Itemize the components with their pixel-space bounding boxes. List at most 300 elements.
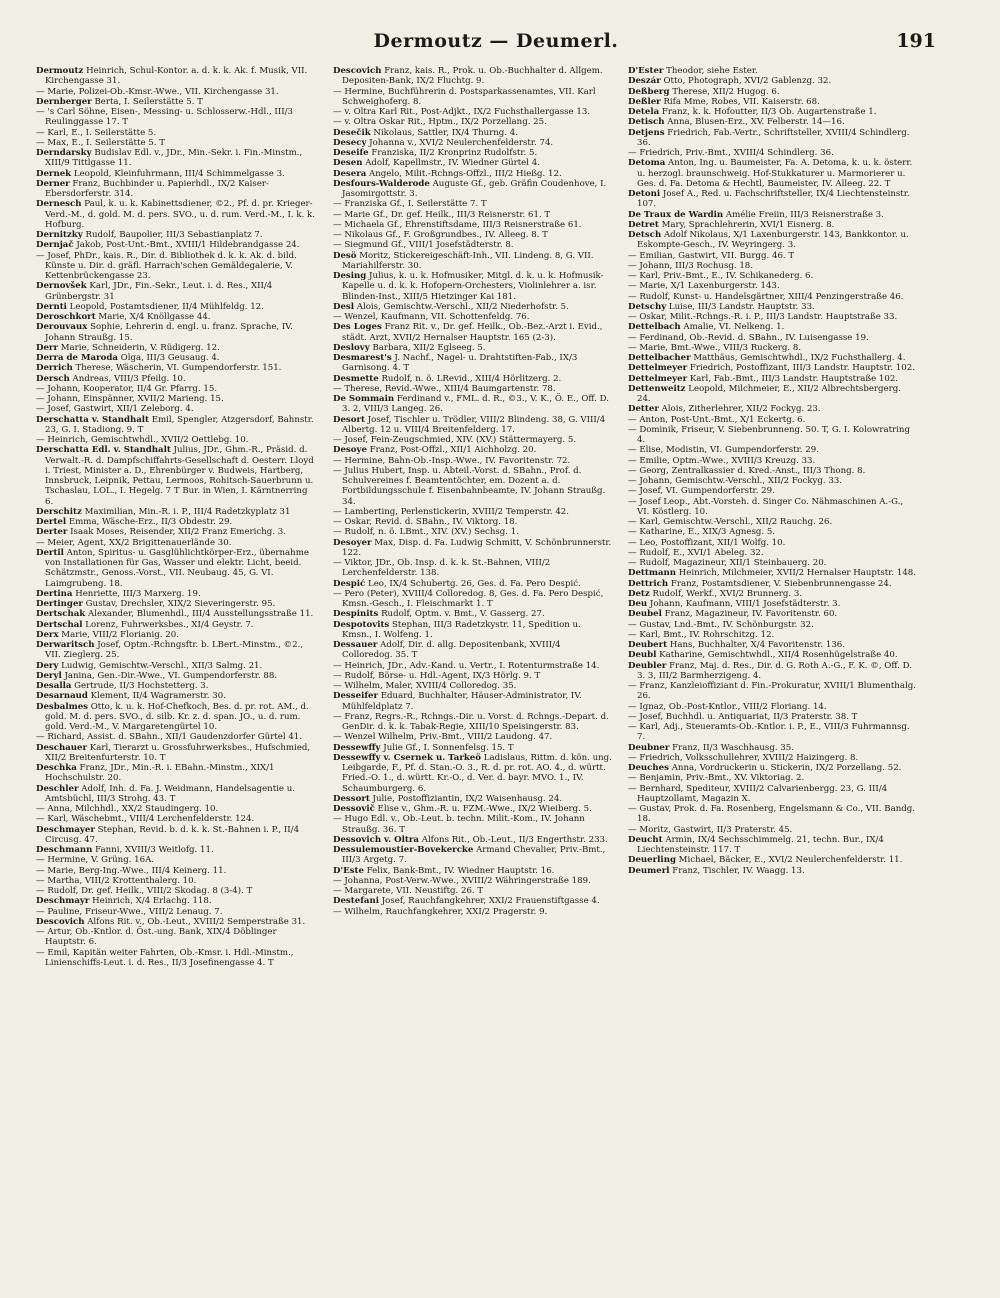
directory-entry: [333, 271, 613, 302]
entry-text: Heinrich, X/4 Erlachg. 118.: [89, 896, 212, 907]
directory-entry: [36, 251, 318, 282]
entry-text: Josef, Tischler u. Trödler, VIII/2 Blindeng. 38, G. VIII/4 Albertg. 12 u. VIII/4 Breitenfelderg. 17.: [342, 414, 606, 435]
entry-name: Detret: [628, 219, 659, 230]
directory-entry: [628, 702, 916, 712]
entry-text: Josef, Rauchfangkehrer, XXI/2 Frauenstiftgasse 4.: [378, 896, 600, 907]
entry-text: — Leo, Postoffizant, XII/1 Wolfg. 10.: [628, 537, 786, 548]
directory-entry: [36, 179, 318, 200]
entry-name: D'Este: [333, 865, 364, 876]
entry-name: Desera: [333, 168, 367, 179]
entry-text: — Johann, Kooperator, II/4 Gr. Pfarrg. 15.: [36, 383, 218, 394]
directory-entry: [333, 814, 613, 835]
entry-text: Adolf, Dir. d. allg. Depositenbank, XVIII/4 Colloredog. 35. T: [342, 640, 561, 661]
entry-text: — Richard, Assist. d. SBahn., XII/1 Gaudenzdorfer Gürtel 41.: [36, 732, 303, 743]
directory-entry: [333, 158, 613, 168]
entry-text: Leo, IX/4 Schubertg. 26, Ges. d. Fa. Pero Despić.: [365, 578, 581, 589]
directory-column-1: [36, 66, 318, 1266]
entry-text: — Josef, PhDr., kais. R., Dir. d. Bibliothek d. k. k. Ak. d. bild. Künste u. Dir. d. gräfl. Harrach'schen Gemäldegalerie, V. Kettenbrückengasse 23.: [36, 250, 297, 281]
directory-entry: [628, 650, 916, 660]
entry-text: Fanni, XVIII/3 Weitlofg. 11.: [92, 845, 214, 855]
entry-name: Dermoutz: [36, 66, 84, 76]
directory-entry: [36, 671, 318, 681]
entry-text: — Franz, Regrs.-R., Rchngs.-Dir. u. Vorst. d. Rchngs.-Depart. d. GenDir. d. k. k. Tabak-Regie, XIII/10 Speisingerstr. 83.: [333, 711, 609, 732]
entry-name: Despinits: [333, 609, 379, 620]
entry-name: Dettelbach: [628, 322, 681, 333]
entry-text: — Marie, Bmt.-Wwe., VIII/3 Ruckerg. 8.: [628, 342, 802, 353]
entry-text: — Gustav, Lnd.-Bmt., IV. Schönburgstr. 32.: [628, 619, 814, 630]
entry-name: Deryl: [36, 670, 62, 681]
entry-name: Deseife: [333, 148, 369, 158]
entry-text: — Dominik, Friseur, V. Siebenbrunneng. 50. T, G. I. Kolowratring 4.: [628, 424, 910, 445]
directory-entry: [333, 620, 613, 641]
directory-entry: [628, 76, 916, 86]
entry-name: Desecy: [333, 137, 367, 148]
directory-entry: [333, 712, 613, 733]
entry-text: — Viktor, JDr., Ob. Insp. d. k. k. St.-Bahnen, VIII/2 Lerchenfelderstr. 138.: [333, 558, 551, 579]
directory-entry: [36, 66, 318, 87]
directory-entry: [628, 661, 916, 682]
entry-name: Derschitz: [36, 506, 82, 517]
entry-text: — Hermine, Bahn-Ob.-Insp.-Wwe., IV. Favoritenstr. 72.: [333, 455, 571, 466]
directory-entry: [628, 404, 916, 414]
entry-text: — Heinrich, Gemischtwhdl., XVII/2 Oettlebg. 10.: [36, 435, 249, 445]
entry-name: Deßberg: [628, 86, 670, 97]
directory-entry: [628, 753, 916, 763]
entry-name: Deuerling: [628, 855, 676, 866]
entry-text: Franz, Postamtsdiener, V. Siebenbrunnengasse 24.: [668, 578, 892, 589]
entry-name: Detschy: [628, 301, 667, 312]
directory-entry: [36, 281, 318, 302]
directory-entry: [36, 927, 318, 948]
entry-text: Adolf Nikolaus, X/1 Laxenburgerstr. 143, Bankkontor. u. Eskompte-Gesch., IV. Weyringerg. 3.: [637, 230, 909, 251]
entry-name: Dessewffy: [333, 742, 381, 753]
entry-text: — Josef, VI. Gumpendorferstr. 29.: [628, 486, 775, 497]
entry-name: Dessort: [333, 793, 370, 804]
directory-entry: [628, 517, 916, 527]
directory-entry: [36, 394, 318, 404]
entry-name: Dery: [36, 660, 59, 671]
entry-text: Alfons Rit. v., Ob.-Leut., XVIII/2 Semperstraße 31.: [84, 916, 306, 927]
entry-name: Dertschal: [36, 619, 83, 630]
directory-entry: [628, 158, 916, 189]
directory-entry: [36, 814, 318, 824]
entry-text: Max, Disp. d. Fa. Ludwig Schmitt, V. Schönbrunnerstr. 122.: [342, 537, 612, 558]
entry-name: Deschauer: [36, 742, 88, 753]
directory-entry: [333, 732, 613, 742]
directory-entry: [36, 128, 318, 138]
entry-name: Deszár: [628, 76, 661, 87]
entry-name: Destefani: [333, 896, 379, 907]
directory-entry: [36, 866, 318, 876]
entry-name: Despić: [333, 578, 366, 589]
directory-entry: [333, 353, 613, 374]
entry-text: Anna, Blusen-Erz., XV. Felberstr. 14—16.: [664, 117, 845, 128]
directory-entry: [36, 886, 318, 896]
entry-name: Derx: [36, 629, 59, 640]
entry-text: — Gustav, Prok. d. Fa. Rosenberg, Engelsmann & Co., VII. Bandg. 18.: [628, 804, 915, 825]
directory-entry: [333, 138, 613, 148]
directory-entry: [36, 507, 318, 517]
directory-entry: [628, 579, 916, 589]
directory-entry: [333, 866, 613, 876]
entry-text: Moritz, Stickereigeschäft-Inh., VII. Lindeng. 8, G. VII. Mariahilferstr. 30.: [342, 250, 594, 271]
entry-text: — Michaela Gf., Ehrenstiftsdame, III/3 Reisnerstraße 61.: [333, 219, 582, 230]
entry-text: Ludwig, Gemischtw.-Verschl., XII/3 Salmg. 21.: [58, 660, 263, 671]
entry-name: Desfours-Walderode: [333, 178, 430, 189]
entry-text: Julius, k. u. k. Hofmusiker, Mitgl. d. k. u. k. Hofmusik-Kapelle u. d. k. k. Hofopern-Orchesters, Violinlehrer a. isr. Blinden-Inst., XIII/5 Hietzinger Kai 181.: [342, 271, 604, 302]
entry-name: Dertel: [36, 517, 67, 527]
entry-text: Emma, Wäsche-Erz., II/3 Obdestr. 29.: [66, 517, 233, 527]
entry-text: Julius, JDr., Ghm.-R., Präsid. d. Verwalt.-R. d. Dampfschiffahrts-Gesellschaft d. Oesterr. Lloyd i. Triest, Minister a. D., Ehrenbürger v. Budweis, Hartberg, Innsbruck, Leipnik, Pettau, Lermoos, Rohitsch-Sauerbrunn u. Tschaslau, LOL., I. Hegelg. 7 T Bur. in Wien, I. Kärntnerring 6.: [45, 445, 314, 507]
directory-entry: [36, 435, 318, 445]
entry-text: Friedrich, Fab.-Vertr., Schriftsteller, XVIII/4 Schindlerg. 36.: [637, 127, 910, 148]
directory-entry: [628, 609, 916, 619]
directory-entry: [333, 640, 613, 661]
directory-entry: [36, 148, 318, 169]
entry-text: — Martha, VIII/2 Krottenthalerg. 10.: [36, 875, 197, 886]
directory-entry: [36, 240, 318, 250]
entry-name: Dessovič: [333, 804, 375, 814]
entry-text: Rifa Mme, Robes, VII. Kaiserstr. 68.: [660, 96, 820, 107]
directory-entry: [333, 445, 613, 455]
entry-text: Marie, Schneiderin, V. Rüdigerg. 12.: [57, 342, 220, 353]
entry-text: Hans, Buchhalter, X/4 Favoritenstr. 136.: [667, 640, 845, 650]
entry-text: Alois, Gemischtw.-Verschl., XII/2 Niederhofstr. 5.: [354, 301, 569, 312]
entry-text: — Johann, III/3 Rochusg. 18.: [628, 260, 753, 271]
entry-text: — Margarete, VII. Neustiftg. 26. T: [333, 886, 484, 896]
directory-entry: [333, 302, 613, 312]
entry-text: — Josef, Gastwirt, XII/1 Zeleborg. 4.: [36, 404, 194, 415]
entry-text: Franz, k. k. Hofoutter, II/3 Ob. Augartenstraße 1.: [659, 107, 877, 117]
directory-entry: [333, 322, 613, 343]
entry-text: — Rudolf, Börse- u. Hdl.-Agent, IX/3 Hörlg. 9. T: [333, 670, 541, 681]
entry-name: Descovich: [36, 916, 85, 927]
directory-entry: [628, 620, 916, 630]
entry-text: — Moritz, Gastwirt, II/3 Praterstr. 45.: [628, 824, 793, 835]
entry-text: Amélie Freiin, III/3 Reisnerstraße 3.: [723, 209, 884, 220]
entry-text: — Rudolf, Kunst- u. Handelsgärtner, XIII/4 Penzingerstraße 46.: [628, 291, 904, 302]
directory-entry: [333, 179, 613, 200]
entry-text: — Josef Leop., Abt.-Vorsteh. d. Singer Co. Nähmaschinen A.-G., VI. Köstlerg. 10.: [628, 496, 904, 517]
directory-entry: [628, 784, 916, 805]
entry-text: — Therese, Revid.-Wwe., XIII/4 Baumgartenstr. 78.: [333, 383, 556, 394]
entry-text: Nikolaus, Sattler, IX/4 Thurng. 4.: [370, 127, 518, 138]
entry-text: Franz, II/3 Waschhausg. 35.: [669, 742, 794, 753]
directory-entry: [628, 630, 916, 640]
directory-entry: [628, 292, 916, 302]
directory-entry: [36, 630, 318, 640]
directory-entry: [333, 240, 613, 250]
directory-entry: [333, 527, 613, 537]
directory-entry: [333, 230, 613, 240]
directory-entry: [628, 189, 916, 210]
directory-entry: [36, 322, 318, 343]
directory-entry: [333, 876, 613, 886]
entry-name: Dersch: [36, 373, 70, 384]
directory-entry: [333, 691, 613, 712]
directory-entry: [628, 425, 916, 446]
entry-text: Julie, Postoffiziantin, IX/2 Waisenhausg. 24.: [369, 793, 563, 804]
directory-entry: [628, 230, 916, 251]
entry-name: Dertschak: [36, 609, 86, 620]
directory-entry: [36, 845, 318, 855]
entry-name: Deubner: [628, 742, 670, 753]
directory-entry: [333, 374, 613, 384]
entry-name: Deslovy: [333, 342, 370, 353]
directory-entry: [36, 609, 318, 619]
directory-entry: [333, 507, 613, 517]
entry-text: Franz, kais. R., Prok. u. Ob.-Buchhalter d. Allgem. Depositen-Bank, IX/2 Fluchtg. 9.: [342, 66, 603, 87]
entry-text: — Meier, Agent, XX/2 Brigittenauerlände 30.: [36, 537, 232, 548]
directory-entry: [333, 117, 613, 127]
entry-text: — Nikolaus Gf., F. Großgrundbes., IV. Alleeg. 8. T: [333, 230, 548, 240]
directory-entry: [333, 394, 613, 415]
entry-text: — Johann, Einspänner, XVII/2 Marieng. 15.: [36, 394, 224, 404]
directory-entry: [36, 896, 318, 906]
directory-entry: [36, 784, 318, 805]
entry-text: Luise, III/3 Landstr. Hauptstr. 33.: [666, 301, 815, 312]
directory-entry: [628, 384, 916, 405]
entry-text: Barbara, XII/2 Eglseeg. 5.: [369, 342, 486, 353]
directory-entry: [333, 835, 613, 845]
entry-text: — Bernhard, Spediteur, XVIII/2 Calvarienbergg. 23, G. III/4 Hauptzollamt, Magazin X.: [628, 783, 888, 804]
entry-text: — Oskar, Milit.-Rchngs.-R. i. P., III/3 Landstr. Hauptstraße 33.: [628, 312, 898, 322]
entry-name: Des Loges: [333, 322, 382, 333]
directory-entry: [628, 251, 916, 261]
entry-name: Derndarsky: [36, 148, 92, 158]
entry-text: Ladislaus, Rittm. d. kön. ung. Leibgarde, F., Pf. d. Stan.-O. 3., R. d. pr. rot. AO. 4., d. württ. Fried.-O. 1., d. württ. Kr.-O., d. Ver. d. bayr. MVO. 1., IV. Schaumburgerg. 6.: [342, 752, 612, 794]
entry-text: Katharine, Gemischtwhdl., XII/4 Rosenhügelstraße 40.: [656, 650, 898, 661]
entry-text: Heinrich, Milchmeier, XVII/2 Hernalser Hauptstr. 148.: [676, 568, 916, 579]
directory-entry: [36, 589, 318, 599]
entry-text: — Hermine, Buchführerin d. Postsparkassenamtes, VII. Karl Schweighoferg. 8.: [333, 86, 596, 107]
entry-text: Franz Rit. v., Dr. gef. Heilk., Ob.-Bez.-Arzt i. Evid., städt. Arzt, XVII/2 Hernalser Hauptstr. 165 (2-3).: [342, 322, 603, 343]
entry-name: Detoma: [628, 158, 666, 169]
directory-entry: [628, 210, 916, 220]
directory-entry: [628, 773, 916, 783]
entry-name: Detter: [628, 404, 659, 415]
entry-text: Isaak Moses, Reisender, XII/2 Franz Emerichg. 3.: [67, 527, 286, 538]
directory-entry: [333, 107, 613, 117]
entry-name: Dessauer: [333, 640, 378, 650]
directory-entry: [333, 907, 613, 917]
entry-text: Angelo, Milit.-Rchngs-Offzl., III/2 Hießg. 12.: [366, 168, 562, 179]
entry-text: Franz, Tischler, IV. Waagg. 13.: [669, 865, 805, 876]
entry-text: Alois, Zitherlehrer, XII/2 Fockyg. 23.: [658, 404, 821, 415]
entry-text: Jakob, Post-Unt.-Bmt., XVIII/1 Hildebrandgasse 24.: [73, 240, 300, 251]
entry-text: — 's Carl Söhne, Eisen-, Messing- u. Schlosserw.-Hdl., III/3 Reulinggasse 17. T: [36, 107, 293, 128]
entry-name: D'Ester: [628, 66, 664, 76]
entry-text: Elise v., Ghm.-R. u. FZM.-Wwe., IX/2 Wieiberg. 5.: [374, 804, 592, 814]
directory-entry: [36, 404, 318, 414]
entry-text: Budislav Edl. v., JDr., Min.-Sekr. i. Fin.-Minstm., XIII/9 Tittlgasse 11.: [45, 148, 303, 169]
directory-entry: [333, 343, 613, 353]
directory-entry: [36, 691, 318, 701]
directory-entry: [628, 333, 916, 343]
entry-text: Theodor, siehe Ester.: [663, 66, 758, 76]
entry-name: Deschmayer: [36, 824, 95, 835]
entry-text: J. Nachf., Nagel- u. Drahtstiften-Fab., IX/3 Garnisong. 4. T: [342, 353, 578, 374]
directory-entry: [333, 896, 613, 906]
entry-text: Marie, X/4 Knöllgasse 44.: [95, 312, 211, 322]
entry-text: Rudolf, Baupolier, III/3 Sebastianplatz 7.: [82, 230, 263, 240]
directory-entry: [628, 712, 916, 722]
entry-text: — Ignaz, Ob.-Post-Kntlor., VIII/2 Floriang. 14.: [628, 701, 827, 712]
entry-text: — Artur, Ob.-Kntlor. d. Öst.-ung. Bank, XIX/4 Döblinger Hauptstr. 6.: [36, 927, 277, 948]
entry-text: Otto, Photograph, XVI/2 Gablenzg. 32.: [660, 76, 832, 87]
directory-column-2: [333, 66, 613, 1266]
entry-name: Deubl: [628, 650, 657, 661]
directory-entry: [333, 210, 613, 220]
entry-name: Dettelbacher: [628, 353, 691, 363]
directory-entry: [628, 87, 916, 97]
directory-entry: [628, 558, 916, 568]
entry-name: Dernti: [36, 301, 67, 312]
entry-text: — Anton, Post-Unt.-Bmt., X/1 Eckertg. 6.: [628, 414, 806, 425]
entry-text: Armand Chevalier, Priv.-Bmt., III/3 Argetg. 7.: [342, 845, 606, 866]
directory-entry: [36, 415, 318, 436]
entry-name: Dessewffy v. Csernek u. Tarkeö: [333, 752, 482, 763]
directory-entry: [333, 148, 613, 158]
entry-name: Dertina: [36, 588, 73, 599]
entry-name: Desen: [333, 158, 363, 169]
entry-text: — Johanna, Post-Verw.-Wwe., XVIII/2 Währingerstraße 189.: [333, 875, 591, 886]
directory-entry: [628, 271, 916, 281]
entry-text: Alfons Rit., Ob.-Leut., II/3 Engerthstr. 233.: [419, 834, 608, 845]
entry-text: — Franziska Gf., I. Seilerstätte 7. T: [333, 199, 487, 210]
directory-entry: [333, 87, 613, 108]
directory-entry: [628, 681, 916, 702]
entry-text: Auguste Gf., geb. Gräfin Coudenhove, I. Jasomirgottstr. 3.: [342, 178, 607, 199]
directory-entry: [333, 384, 613, 394]
entry-text: Karl, Tierarzt u. Grossfuhrwerksbes., Hufschmied, XII/2 Breitenfurterstr. 10. T: [45, 742, 311, 763]
entry-name: Derra de Maroda: [36, 353, 118, 363]
entry-text: — Max, E., I. Seilerstätte 5. T: [36, 137, 165, 148]
entry-text: — Oskar, Revid. d. SBahn., IV. Viktorg. 18.: [333, 517, 518, 527]
directory-entry: [36, 527, 318, 537]
directory-entry: [36, 302, 318, 312]
directory-entry: [628, 835, 916, 856]
entry-text: Heinrich, Schul-Kontor. a. d. k. k. Ak. f. Musik, VII. Kirchengasse 31.: [45, 66, 308, 87]
entry-name: Deschmayr: [36, 896, 90, 907]
entry-text: — Ferdinand, Ob.-Revid. d. SBahn., IV. Luisengasse 19.: [628, 332, 869, 343]
directory-entry: [36, 548, 318, 589]
entry-name: Desečik: [333, 127, 371, 138]
entry-text: — Friedrich, Volksschullehrer, XVIII/2 Haizingerg. 8.: [628, 752, 859, 763]
directory-entry: [628, 763, 916, 773]
entry-text: — Rudolf, Dr. gef. Heilk., VIII/2 Skodag. 8 (3-4). T: [36, 886, 253, 896]
entry-text: — Wilhelm, Maler, XVIII/4 Colloredog. 35.: [333, 681, 517, 691]
entry-text: — Marie Gf., Dr. gef. Heilk., III/3 Reisnerstr. 61. T: [333, 209, 551, 220]
entry-name: Deubel: [628, 609, 662, 620]
directory-entry: [333, 169, 613, 179]
directory-entry: [333, 312, 613, 322]
entry-text: — Rudolf, E., XVI/1 Abeleg. 32.: [628, 547, 764, 558]
directory-entry: [628, 497, 916, 518]
directory-entry: [333, 251, 613, 272]
directory-entry: [628, 456, 916, 466]
entry-name: Detz: [628, 588, 650, 599]
directory-entry: [36, 855, 318, 865]
entry-text: — v. Oltra Oskar Rit., Hptm., IX/2 Porzellang. 25.: [333, 117, 547, 128]
directory-entry: [333, 661, 613, 671]
directory-entry: [36, 661, 318, 671]
entry-name: Derr: [36, 342, 58, 353]
entry-name: Dernek: [36, 168, 72, 179]
directory-entry: [36, 732, 318, 742]
entry-name: Dernberger: [36, 96, 92, 107]
entry-name: Despotovits: [333, 619, 390, 630]
directory-entry: [628, 466, 916, 476]
directory-entry: [36, 538, 318, 548]
entry-name: Desing: [333, 271, 367, 281]
entry-name: Detoni: [628, 189, 661, 199]
entry-text: — Emilie, Optm.-Wwe., XVIII/3 Kreuzg. 33.: [628, 455, 816, 466]
directory-entry: [628, 117, 916, 127]
entry-text: Leopold, Postamtsdiener, II/4 Mühlfeldg. 12.: [66, 301, 264, 312]
entry-text: Josef, Optm.-Rchngsftr. b. LBert.-Minstm., ©2., VII. Zieglerg. 25.: [45, 640, 304, 661]
entry-text: Alexander, Blumenhdl., III/4 Ausstellungsstraße 11.: [85, 609, 314, 620]
directory-entry: [36, 384, 318, 394]
entry-text: — v. Oltra Karl Rit., Post-Adjkt., IX/2 Fuchsthallergasse 13.: [333, 107, 591, 117]
directory-entry: [628, 568, 916, 578]
entry-text: — Pauline, Friseur-Wwe., VIII/2 Lenaug. 7.: [36, 906, 223, 917]
entry-name: Deßler: [628, 96, 661, 107]
directory-entry: [628, 97, 916, 107]
entry-text: Anton, Ing. u. Baumeister, Fa. A. Detoma, k. u. k. österr. u. herzogl. braunschweig. Hof-Stukkaturer u. Marmorierer u. Ges. d. Fa. Detoma & Hechtl, Baumeister, IV. Alleeg. 22. T: [637, 158, 913, 189]
directory-entry: [628, 486, 916, 496]
entry-text: — Marie, Polizei-Ob.-Kmsr.-Wwe., VII. Kirchengasse 31.: [36, 86, 279, 97]
entry-name: Derter: [36, 527, 68, 538]
entry-text: Paul, k. u. k. Kabinettsdiener, ©2., Pf. d. pr. Krieger-Verd.-M., d. gold. M. d. pers. SVO., u. d. rum. Verd.-M., I. k. k. Hofburg.: [45, 199, 315, 230]
directory-entry: [333, 538, 613, 559]
directory-entry: [333, 220, 613, 230]
entry-text: — Josef, Fein-Zeugschmied, XIV. (XV.) Stättermayerg. 5.: [333, 435, 577, 445]
entry-name: De Sommain: [333, 394, 395, 404]
directory-entry: [36, 907, 318, 917]
entry-text: Rudolf, Werkf., XVI/2 Brunnerg. 3.: [649, 588, 803, 599]
entry-text: Franz, Maj. d. Res., Dir. d. G. Roth A.-G., F. K. ©, Off. D. 3. 3, III/2 Barmherzigeng. 4.: [637, 660, 912, 681]
directory-entry: [333, 66, 613, 87]
entry-text: — Karl, Priv.-Bmt., E., IV. Schikanederg. 6.: [628, 271, 814, 281]
directory-column-3: [628, 66, 916, 1266]
entry-name: Derschatta Edl. v. Standhalt: [36, 445, 171, 456]
directory-entry: [36, 517, 318, 527]
entry-text: Sophie, Lehrerin d. engl. u. franz. Sprache, IV. Johann Straußg. 15.: [45, 322, 293, 343]
entry-name: Desarnaud: [36, 691, 88, 702]
entry-name: Desalla: [36, 681, 72, 691]
directory-entry: [628, 220, 916, 230]
directory-entry: [333, 435, 613, 445]
directory-entry: [333, 681, 613, 691]
directory-entry: [628, 445, 916, 455]
directory-entry: [36, 876, 318, 886]
entry-name: Desoye: [333, 445, 367, 456]
entry-text: — Franz, Kanzleioffiziant d. Fin.-Prokuratur, XVIII/1 Blumenthalg. 26.: [628, 681, 916, 702]
entry-text: — Siegmund Gf., VIII/1 Josefstädterstr. 8.: [333, 240, 514, 251]
entry-name: Dernitzky: [36, 230, 83, 240]
directory-entry: [628, 66, 916, 76]
entry-text: — Anna, Milchhdl., XX/2 Staudingerg. 10.: [36, 804, 219, 814]
directory-entry: [36, 169, 318, 179]
entry-text: Therese, XII/2 Hugog. 6.: [669, 86, 780, 97]
entry-text: Karl, Fab.-Bmt., III/3 Landstr. Hauptstraße 102.: [687, 373, 899, 384]
directory-entry: [628, 538, 916, 548]
entry-text: — Rudolf, Magazineur, XII/1 Steinbauerg. 20.: [628, 558, 827, 568]
page-number: 191: [896, 30, 936, 52]
directory-entry: [628, 415, 916, 425]
directory-entry: [36, 640, 318, 661]
